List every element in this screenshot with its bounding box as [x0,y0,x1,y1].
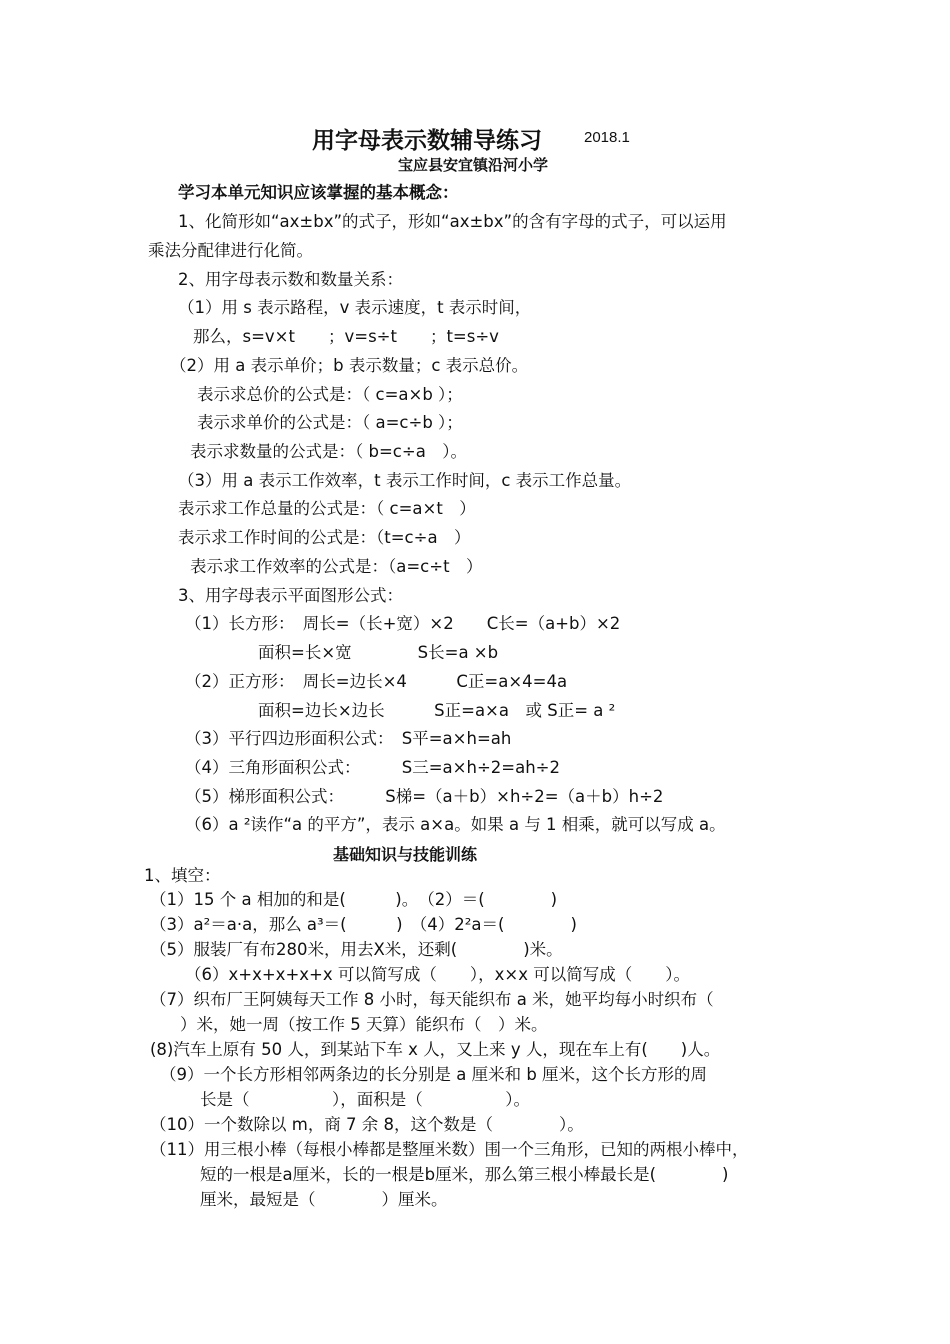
concept-line: 表示求工作总量的公式是：（ c=a×t ） [178,499,476,518]
exercise-line: （10）一个数除以 m，商 7 余 8，这个数是（ ）。 [150,1115,584,1134]
exercise-line: 长是（ ），面积是（ ）。 [200,1090,530,1109]
concept-line: 2、用字母表示数和数量关系： [178,270,403,289]
concept-line: 3、用字母表示平面图形公式： [178,586,403,605]
exercise-line: （1）15 个 a 相加的和是( )。 （2）＝( ) [150,890,558,909]
concept-line: 表示求数量的公式是：（ b=c÷a ）。 [190,442,468,461]
exercise-line: （3）a²＝a·a，那么 a³＝( ) （4）2²a＝( ) [150,915,577,934]
exercise-line: （9）一个长方形相邻两条边的长分别是 a 厘米和 b 厘米，这个长方形的周 [160,1065,708,1084]
page-title: 用字母表示数辅导练习 [312,127,542,154]
concept-line: 表示求单价的公式是：（ a=c÷b ）； [197,413,463,432]
exercise-line: ）米，她一周（按工作 5 天算）能织布（ ）米。 [180,1015,548,1034]
exercise-line: (8)汽车上原有 50 人，到某站下车 x 人，又上来 y 人，现在车上有( )人。 [150,1040,721,1059]
exercise-line: （7）织布厂王阿姨每天工作 8 小时，每天能织布 a 米，她平均每小时织布（ [150,990,714,1009]
concept-line: （2）正方形： 周长=边长×4 C正=a×4=4a [185,672,568,691]
concept-line: 面积=长×宽 S长=a ×b [258,643,499,662]
concept-line: 那么，s=v×t ；v=s÷t ；t=s÷v [193,327,499,346]
exercise-line: 1、填空： [144,866,221,885]
concept-line: 乘法分配律进行化简。 [148,241,313,260]
concept-line: 1、化简形如“ax±bx”的式子，形如“ax±bx”的含有字母的式子，可以运用 [178,212,727,231]
exercise-line: 短的一根是a厘米，长的一根是b厘米，那么第三根小棒最长是( ) [200,1165,729,1184]
concept-line: 表示求总价的公式是：（ c=a×b ）； [197,385,463,404]
concept-line: （1）长方形： 周长=（长+宽）×2 C长=（a+b）×2 [185,614,621,633]
concept-line: （3）用 a 表示工作效率，t 表示工作时间，c 表示工作总量。 [178,471,632,490]
concept-line: （3）平行四边形面积公式： S平=a×h=ah [185,729,512,748]
concept-line: （4）三角形面积公式： S三=a×h÷2=ah÷2 [185,758,560,777]
concept-line: 表示求工作时间的公式是：（t=c÷a ） [178,528,471,547]
exercise-line: （5）服装厂有布280米，用去X米，还剩( )米。 [150,940,563,959]
concept-line: （1）用 s 表示路程，v 表示速度，t 表示时间， [178,298,532,317]
training-heading: 基础知识与技能训练 [333,845,478,864]
concept-line: （5）梯形面积公式： S梯=（a＋b）×h÷2=（a＋b）h÷2 [185,787,664,806]
exercise-line: （11）用三根小棒（每根小棒都是整厘米数）围一个三角形，已知的两根小棒中， [150,1140,749,1159]
exercise-line: （6）x+x+x+x+x 可以简写成（ ），x×x 可以简写成（ ）。 [185,965,690,984]
school-name: 宝应县安宜镇沿河小学 [398,156,549,174]
exercise-line: 厘米，最短是（ ）厘米。 [200,1190,448,1209]
concept-line: 面积=边长×边长 S正=a×a 或 S正= a ² [258,701,616,720]
concept-line: （6）a ²读作“a 的平方”，表示 a×a。如果 a 与 1 相乘，就可以写成 a。 [185,815,726,834]
concept-line: 表示求工作效率的公式是：（a=c÷t ） [190,557,483,576]
concepts-heading: 学习本单元知识应该掌握的基本概念： [178,183,459,202]
date-label: 2018.1 [584,129,630,146]
concept-line: （2）用 a 表示单价；b 表示数量；c 表示总价。 [170,356,529,375]
